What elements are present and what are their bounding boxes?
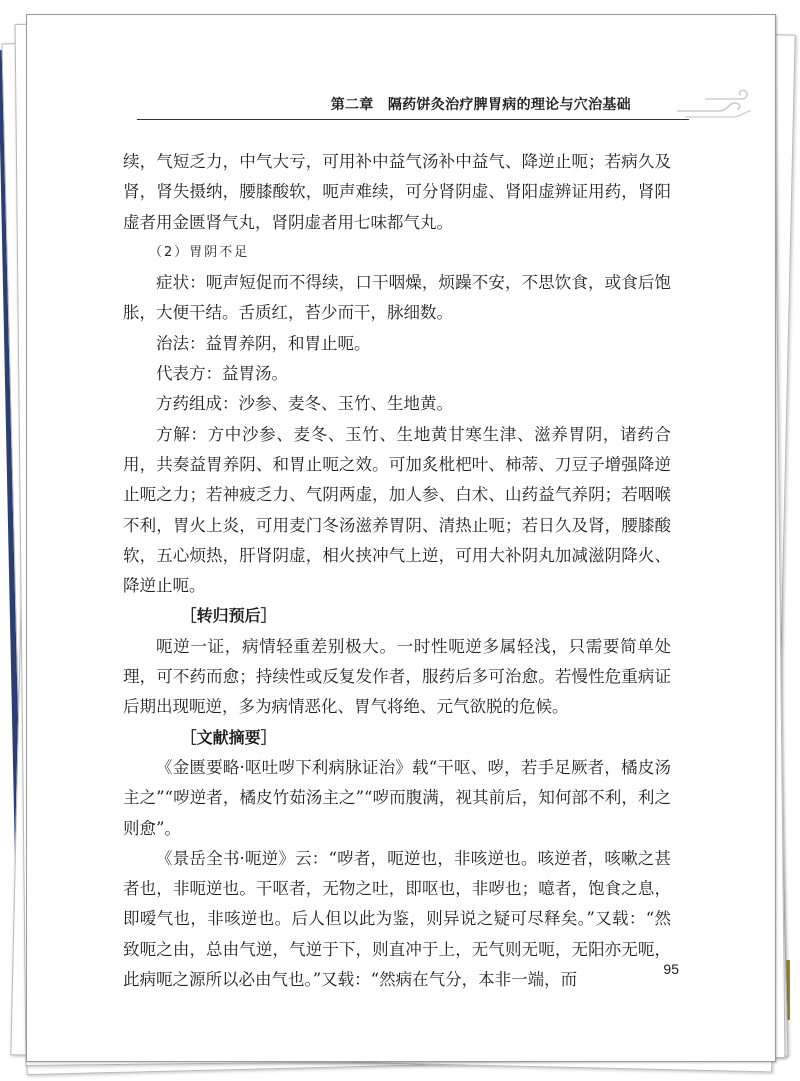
page-body [123, 147, 671, 995]
paragraph-treatment: 治法：益胃养阴，和胃止呃。 [156, 333, 371, 353]
paragraph-symptoms: 症状：呃声短促而不得续，口干咽燥，烦躁不安，不思饮食，或食后饱胀，大便干结。舌质红，苔少而干，脉细数。 [123, 273, 671, 323]
cloud-ornament-icon [675, 85, 755, 119]
header-rule [137, 119, 689, 120]
paragraph-literature-2: 《景岳全书·呃逆》云：“哕者，呃逆也，非咳逆也。咳逆者，咳嗽之甚者也，非呃逆也。干呕者，无物之吐，即呕也，非哕也；噫者，饱食之息，即嗳气也，非咳逆也。后人但以此为鉴，则异说之疑可尽释矣。”又载：“然致呃之由，总由气逆，气逆于下，则直冲于上，无气则无呃，无阳亦无呃，此病呃之源所以必由气也。”又载：“然病在气分，本非一端，而 [123, 848, 671, 990]
book-page [26, 14, 776, 1062]
running-header [47, 85, 755, 115]
paragraph-explanation: 方解：方中沙参、麦冬、玉竹、生地黄甘寒生津、滋养胃阴，诸药合用，共奏益胃养阴、和胃止呃之效。可加炙枇杷叶、柿蒂、刀豆子增强降逆止呃之力；若神疲乏力、气阴两虚，加人参、白术、山药益气养阴；若咽喉不利，胃火上炎，可用麦门冬汤滋养胃阴、清热止呃；若日久及肾，腰膝酸软，五心烦热，肝肾阴虚，相火挟冲气上逆，可用大补阴丸加减滋阴降火、降逆止呃。 [123, 424, 671, 596]
paragraph-formula: 代表方：益胃汤。 [156, 364, 288, 384]
page-number: 95 [663, 961, 679, 977]
chapter-title: 第二章 隔药饼灸治疗脾胃病的理论与穴治基础 [330, 97, 631, 113]
paragraph-continued: 续，气短乏力，中气大亏，可用补中益气汤补中益气、降逆止呃；若病久及肾，肾失摄纳，腰膝酸软，呃声难续，可分肾阴虚、肾阳虚辨证用药，肾阳虚者用金匮肾气丸，肾阴虚者用七味都气丸。 [123, 152, 671, 232]
section-heading-prognosis: ［转归预后］ [180, 606, 277, 626]
paragraph-composition: 方药组成：沙参、麦冬、玉竹、生地黄。 [156, 394, 453, 414]
paragraph-literature-1: 《金匮要略·呕吐哕下利病脉证治》载“干呕、哕，若手足厥者，橘皮汤主之”“哕逆者，橘皮竹茹汤主之”“哕而腹满，视其前后，知何部不利，利之则愈”。 [123, 757, 671, 838]
subsection-heading: （2）胃阴不足 [149, 244, 250, 260]
paragraph-prognosis: 呃逆一证，病情轻重差别极大。一时性呃逆多属轻浅，只需要简单处理，可不药而愈；持续性或反复发作者，服药后多可治愈。若慢性危重病证后期出现呃逆，多为病情恶化、胃气将绝、元气欲脱的危候。 [123, 636, 671, 717]
section-heading-literature: ［文献摘要］ [180, 727, 277, 747]
